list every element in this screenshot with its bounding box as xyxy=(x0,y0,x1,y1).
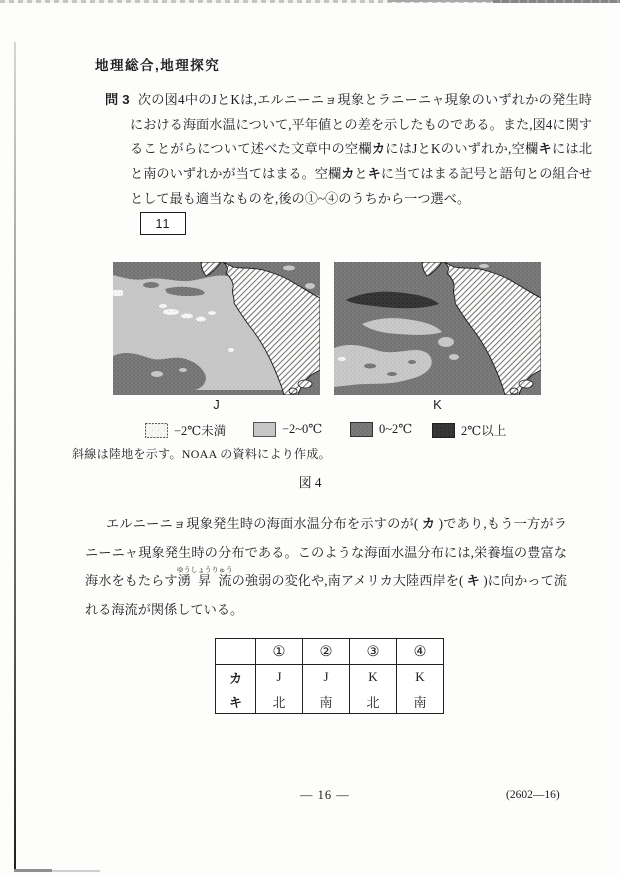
question-body-5: に当てはまる記号と語句との組合せとして最も適当なものを,後の①~④のうちから一つ選べ。 xyxy=(130,166,593,206)
scan-edge-bottom-faint xyxy=(52,870,100,872)
cell-ki-3: 北 xyxy=(350,689,397,714)
page-number: — 16 — xyxy=(300,788,350,802)
scan-edge-top-dark xyxy=(493,0,620,3)
legend-label: 0~2℃ xyxy=(379,422,413,436)
question-body-1: 次の図4中のJとKは,エルニーニョ現象とラニーニャ現象のいずれかの発生時における海面水温について,平年値との差を示したものである。また,図4に関することがらについて述べた文章中の空欄 xyxy=(130,92,592,157)
legend-label: −2~0℃ xyxy=(282,422,323,436)
map-k-sea-surface-temp xyxy=(334,262,541,395)
figure-note: 斜線は陸地を示す。NOAA の資料により作成。 xyxy=(72,447,331,461)
legend-swatch-below-minus2-icon xyxy=(145,423,168,438)
ruby-furigana: ゆうしょうりゅう xyxy=(176,566,233,575)
legend-label: 2℃以上 xyxy=(461,424,507,438)
blank-ka-ref: カ xyxy=(371,141,386,157)
header-choice-2: ② xyxy=(303,639,350,665)
figure-caption: 図 4 xyxy=(298,475,322,490)
table-row-ki xyxy=(216,689,444,714)
header-choice-3: ③ xyxy=(350,639,397,665)
cell-ka-3: K xyxy=(350,665,397,690)
answer-number-box: 11 xyxy=(140,212,186,235)
passage-body-3: の強弱の変化や,南アメリカ大陸西岸を( xyxy=(231,573,467,589)
passage-body-1: エルニーニョ現象発生時の海面水温分布を示すのが( xyxy=(106,516,422,531)
blank-ki: キ xyxy=(466,573,480,589)
legend-swatch-minus2-to-0-icon xyxy=(253,422,276,437)
map-j-sea-surface-temp xyxy=(113,262,320,395)
ruby-base: 湧 昇 流 xyxy=(176,573,233,589)
legend-item-above-2 xyxy=(432,421,506,439)
blank-ka-ref-2: カ xyxy=(341,166,355,182)
passage-body-2: )であり,もう一方がラニーニャ現象発生時の分布である。このような海面水温分布には,栄養塩の豊富な海水をもたらす xyxy=(85,516,567,589)
question-label: 問 3 xyxy=(105,92,130,107)
header-choice-4: ④ xyxy=(397,639,444,665)
blank-ki-ref-2: キ xyxy=(367,166,381,182)
legend-swatch-above-2-icon xyxy=(432,423,455,438)
legend-swatch-0-to-2-icon xyxy=(350,422,373,437)
passage-body-4: )に向かって流れる海流が関係している。 xyxy=(85,573,567,617)
scan-edge-left xyxy=(14,42,16,872)
scan-edge-top-mid xyxy=(388,0,493,2)
legend-label: −2℃未満 xyxy=(174,424,227,438)
cell-ki-2: 南 xyxy=(303,689,350,714)
legend-item-below-minus2 xyxy=(145,421,226,439)
table-corner-cell xyxy=(216,639,256,665)
cell-ki-4: 南 xyxy=(397,689,444,714)
legend-item-minus2-to-0 xyxy=(253,421,322,437)
ruby-yushoryu xyxy=(176,566,233,589)
booklet-code: (2602—16) xyxy=(506,789,560,801)
row-label-ka: カ xyxy=(228,670,242,686)
blank-ka: カ xyxy=(421,516,436,531)
question-body-2: にはJとKのいずれか,空欄 xyxy=(385,141,539,157)
answer-table xyxy=(215,638,444,714)
page-title: 地理総合,地理探究 xyxy=(95,58,221,73)
question-body-4: と xyxy=(354,166,368,182)
cell-ka-1: J xyxy=(256,665,303,690)
cell-ka-4: K xyxy=(397,665,444,690)
table-row-ka xyxy=(216,665,444,690)
header-choice-1: ① xyxy=(256,639,303,665)
row-label-ki: キ xyxy=(228,694,242,710)
passage-text xyxy=(85,510,567,624)
cell-ki-1: 北 xyxy=(256,689,303,714)
question-body-3: には北と南のいずれかが当てはまる。空欄 xyxy=(130,141,593,182)
question-3-text xyxy=(105,88,592,212)
answer-table-header-row xyxy=(216,639,444,665)
map-k-label: K xyxy=(433,397,442,412)
map-j-label: J xyxy=(213,397,220,412)
legend-item-0-to-2 xyxy=(350,421,412,437)
cell-ka-2: J xyxy=(303,665,350,690)
scan-edge-bottom-tick xyxy=(14,869,52,872)
blank-ki-ref: キ xyxy=(538,141,552,157)
